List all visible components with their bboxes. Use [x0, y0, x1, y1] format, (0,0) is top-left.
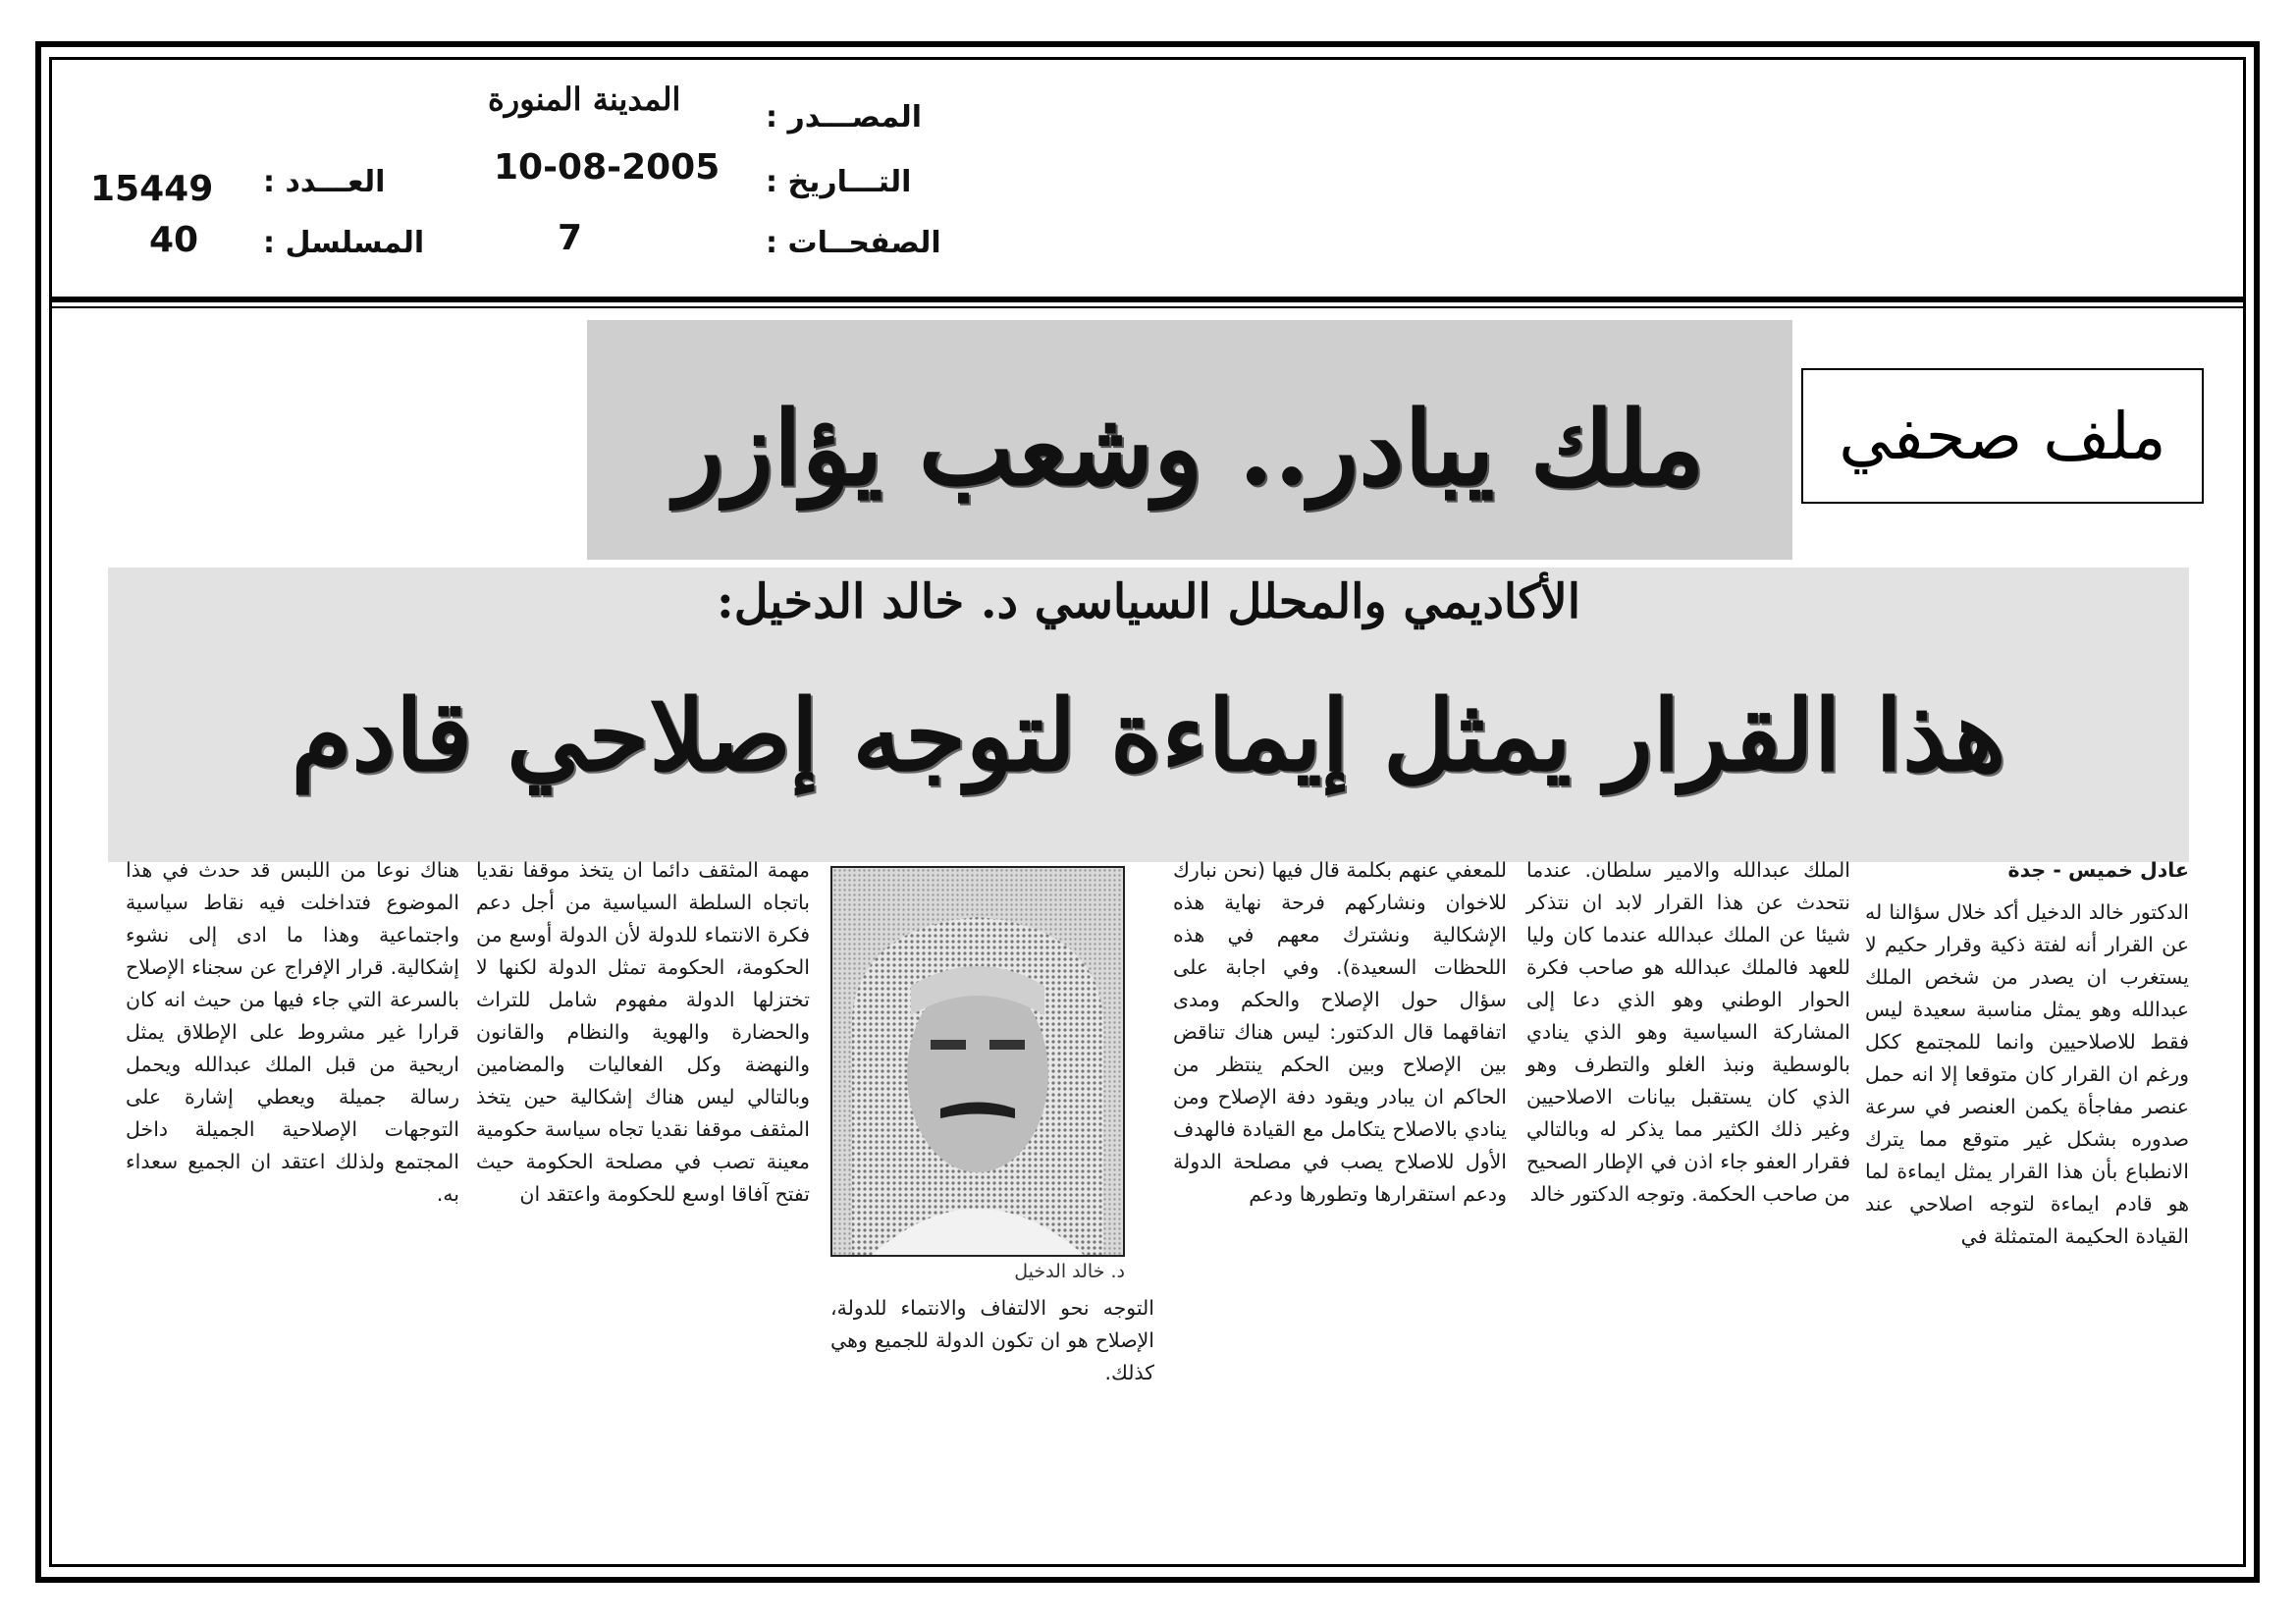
article-column-1	[1865, 854, 2189, 1414]
source-value: المدينة المنورة	[488, 81, 681, 118]
byline: عادل خميس - جدة	[2007, 858, 2189, 882]
portrait-image	[832, 868, 1123, 1255]
header-divider-thin	[49, 306, 2246, 308]
subtitle: الأكاديمي والمحلل السياسي د. خالد الدخيل:	[716, 574, 1581, 629]
article-column-6: هناك نوعا من اللبس قد حدث في هذا الموضوع فتداخلت فيه نقاط سياسية واجتماعية وهذا ما ادى إلى نشوء إشكالية. قرار الإفراج عن سجناء الإصلاح بالسرعة التي جاء فيها من حيث انه كان قرارا غير مشروط على الإطلاق يمثل اريحية من قبل الملك عبدالله ويحمل رسالة جميلة ويعطي إشارة على التوجهات الإصلاحية الجميلة داخل المجتمع ولذلك اعتقد ان الجميع سعداء به.	[126, 858, 459, 1206]
main-title: ملك يبادر.. وشعب يؤازر	[674, 388, 1705, 509]
photo-caption: د. خالد الدخيل	[1014, 1261, 1125, 1282]
date-label: التـــاريخ :	[766, 165, 912, 199]
article-column-2: الملك عبدالله والامير سلطان. عندما نتحدث عن هذا القرار لابد ان نتذكر شيئا عن الملك عبدالله عندما كان وليا للعهد فالملك عبدالله هو صاحب فكرة الحوار الوطني وهو الذي دعا إلى المشاركة السياسية وهو الذي ينادي بالوسطية ونبذ الغلو والتطرف وهو الذي كان يستقبل بيانات الاصلاحيين وغير ذلك الكثير مما يذكر له وبالتالي فقرار العفو جاء اذن في الإطار الصحيح من صاحب الحكمة. وتوجه الدكتور خالد	[1526, 858, 1850, 1206]
article-column-5: مهمة المثقف دائما ان يتخذ موقفا نقديا باتجاه السلطة السياسية من أجل دعم فكرة الانتماء للدولة لأن الدولة أوسع من الحكومة، الحكومة تمثل الدولة لكنها لا تختزلها الدولة مفهوم شامل للتراث والحضارة والهوية والنظام والقانون والنهضة وكل الفعاليات والمضامين وبالتالي ليس هناك إشكالية حين يتخذ المثقف موقفا نقديا تجاه سياسة حكومية معينة تصب في مصلحة الحكومة حيث تفتح آفاقا اوسع للحكومة واعتقد ان	[476, 858, 810, 1206]
pages-value: 7	[558, 218, 583, 258]
date-value: 10-08-2005	[494, 147, 721, 188]
issue-value: 15449	[90, 169, 214, 209]
headline: هذا القرار يمثل إيماءة لتوجه إصلاحي قادم	[291, 677, 2006, 793]
author-photo	[830, 866, 1125, 1257]
source-label: المصـــدر :	[766, 100, 923, 135]
header-divider	[49, 297, 2246, 302]
serial-value: 40	[149, 220, 199, 260]
press-file-label: ملف صحفي	[1801, 368, 2204, 504]
issue-label: العـــدد :	[263, 165, 386, 199]
serial-label: المسلسل :	[263, 226, 425, 260]
article-column-3: للمعفي عنهم بكلمة قال فيها (نحن نبارك للاخوان ونشاركهم فرحة نهاية هذه الإشكالية ونشترك معهم في هذه اللحظات السعيدة). وفي اجابة على سؤال حول الإصلاح والحكم ومدى اتفاقهما قال الدكتور: ليس هناك تناقض بين الإصلاح وبين الحكم ينتظر من الحاكم ان يبادر ويقود دفة الإصلاح ومن ينادي بالاصلاح يتكامل مع القيادة فالهدف الأول للاصلاح يصب في مصلحة الدولة ودعم استقرارها وتطورها ودعم	[1173, 858, 1507, 1206]
article-column-4: التوجه نحو الالتفاف والانتماء للدولة، الإصلاح هو ان تكون الدولة للجميع وهي كذلك.	[830, 1296, 1154, 1384]
column-text: الدكتور خالد الدخيل أكد خلال سؤالنا له عن القرار أنه لفتة ذكية وقرار حكيم لا يستغرب ان يصدر من شخص الملك عبدالله وهو يمثل مناسبة سعيدة ليس فقط للاصلاحيين وانما للمجتمع ككل ورغم ان القرار كان متوقعا إلا انه حمل عنصر مفاجأة يكمن العنصر في سرعة صدوره بشكل غير متوقع مما يترك الانطباع بأن هذا القرار يمثل ايماءة لما هو قادم ايماءة لتوجه اصلاحي عند القيادة الحكيمة المتمثلة في	[1865, 900, 2189, 1248]
pages-label: الصفحــات :	[766, 226, 941, 260]
